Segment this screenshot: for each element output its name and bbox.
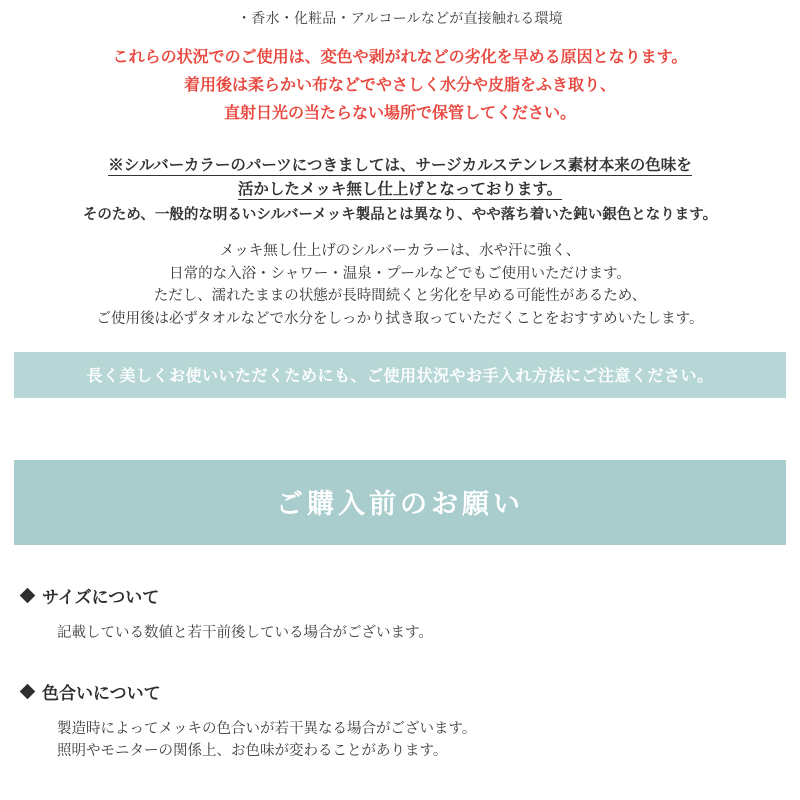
item-body-line: 記載している数値と若干前後している場合がございます。 bbox=[57, 625, 433, 642]
diamond-bullet-icon bbox=[20, 683, 36, 699]
silver-heading-line-2 bbox=[0, 178, 800, 202]
silver-color-section bbox=[0, 154, 800, 330]
item-body-color bbox=[22, 718, 800, 763]
warning-line-1: これらの状況でのご使用は、変色や剥がれなどの劣化を早める原因となります。 bbox=[112, 48, 688, 66]
list-item bbox=[22, 583, 800, 644]
item-body-line: 製造時によってメッキの色合いが若干異なる場合がございます。 bbox=[57, 720, 477, 737]
silver-body-line-3: ただし、濡れたままの状態が長時間続くと劣化を早める可能性があるため、 bbox=[153, 288, 647, 305]
silver-body-line-2: 日常的な入浴・シャワー・温泉・プールなどでもご使用いただけます。 bbox=[169, 265, 631, 282]
silver-heading-line-1 bbox=[0, 154, 800, 178]
silver-subtext bbox=[0, 204, 800, 226]
silver-body-line-4: ご使用後は必ずタオルなどで水分をしっかり拭き取っていただくことをおすすめいたします。 bbox=[96, 310, 704, 327]
item-title-label: サイズについて bbox=[42, 588, 160, 608]
item-title-label: 色合いについて bbox=[42, 683, 161, 703]
notice-item-list bbox=[0, 583, 800, 762]
item-body-size bbox=[22, 622, 800, 644]
silver-heading-text-1: ※シルバーカラーのパーツにつきましては、サージカルステンレス素材本来の色味を bbox=[108, 156, 692, 174]
silver-heading bbox=[0, 154, 800, 202]
care-note-banner: 長く美しくお使いいただくためにも、ご使用状況やお手入れ方法にご注意ください。 bbox=[14, 352, 786, 398]
silver-body bbox=[0, 240, 800, 330]
top-note-line: ・香水・化粧品・アルコールなどが直接触れる環境 bbox=[237, 10, 563, 26]
section-heading-banner: ご購入前のお願い bbox=[14, 460, 786, 545]
silver-subtext-line: そのため、一般的な明るいシルバーメッキ製品とは異なり、やや落ち着いた鈍い銀色となります。 bbox=[82, 206, 718, 223]
diamond-bullet-icon bbox=[20, 588, 36, 604]
warning-paragraph bbox=[0, 44, 800, 128]
item-title-size bbox=[22, 583, 800, 608]
warning-line-2: 着用後は柔らかい布などでやさしく水分や皮脂をふき取り、 bbox=[183, 76, 616, 94]
item-body-line: 照明やモニターの関係上、お色味が変わることがあります。 bbox=[57, 743, 448, 759]
list-item bbox=[22, 679, 800, 763]
top-note bbox=[0, 0, 800, 30]
silver-heading-text-2: 活かしたメッキ無し仕上げとなっております。 bbox=[237, 180, 563, 198]
item-title-color bbox=[22, 679, 800, 704]
warning-line-3: 直射日光の当たらない場所で保管してください。 bbox=[223, 104, 576, 122]
silver-body-line-1: メッキ無し仕上げのシルバーカラーは、水や汗に強く、 bbox=[219, 243, 581, 260]
